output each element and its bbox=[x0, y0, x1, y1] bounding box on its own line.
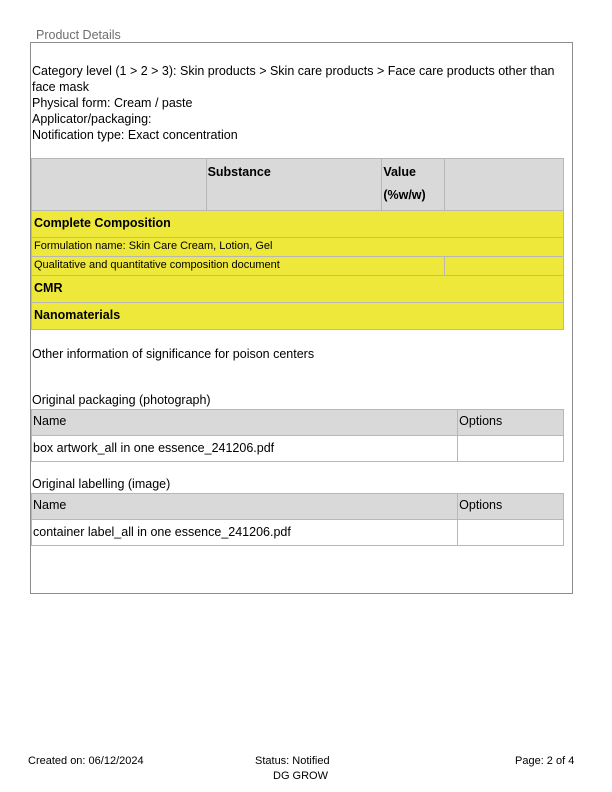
packaging-file-name[interactable]: box artwork_all in one essence_241206.pdf bbox=[32, 436, 458, 462]
category-line: Category level (1 > 2 > 3): Skin products > Skin care products > Face care products other than face mask bbox=[32, 64, 555, 94]
labelling-col-name: Name bbox=[32, 494, 458, 520]
physical-form-line: Physical form: Cream / paste bbox=[32, 96, 193, 110]
footer-organization: DG GROW bbox=[273, 770, 328, 782]
notification-type-line: Notification type: Exact concentration bbox=[32, 128, 238, 142]
complete-composition-row: Complete Composition bbox=[32, 211, 564, 238]
header-blank-2 bbox=[445, 159, 564, 211]
packaging-col-name: Name bbox=[32, 410, 458, 436]
footer-status: Status: Notified bbox=[255, 755, 330, 767]
packaging-caption: Original packaging (photograph) bbox=[32, 393, 211, 407]
other-information: Other information of significance for poison centers bbox=[32, 347, 315, 361]
labelling-file-name[interactable]: container label_all in one essence_241206.pdf bbox=[32, 520, 458, 546]
qq-document-empty bbox=[445, 257, 564, 276]
product-info bbox=[32, 63, 567, 143]
table-row bbox=[32, 520, 564, 546]
nanomaterials-row: Nanomaterials bbox=[32, 303, 564, 330]
packaging-file-options bbox=[458, 436, 564, 462]
footer-created-on: Created on: 06/12/2024 bbox=[28, 755, 144, 767]
header-blank bbox=[32, 159, 207, 211]
formulation-name-row: Formulation name: Skin Care Cream, Lotion, Gel bbox=[32, 238, 564, 257]
cmr-row: CMR bbox=[32, 276, 564, 303]
footer-page-number: Page: 2 of 4 bbox=[515, 755, 575, 767]
header-substance: Substance bbox=[206, 159, 382, 211]
section-title: Product Details bbox=[36, 28, 121, 42]
packaging-col-options: Options bbox=[458, 410, 564, 436]
composition-table bbox=[31, 158, 564, 330]
table-row bbox=[32, 436, 564, 462]
packaging-table bbox=[31, 409, 564, 462]
labelling-col-options: Options bbox=[458, 494, 564, 520]
labelling-file-options bbox=[458, 520, 564, 546]
applicator-line: Applicator/packaging: bbox=[32, 112, 152, 126]
header-value: Value (%w/w) bbox=[382, 159, 445, 211]
qq-document-cell: Qualitative and quantitative composition document bbox=[32, 257, 445, 276]
labelling-caption: Original labelling (image) bbox=[32, 477, 171, 491]
labelling-table bbox=[31, 493, 564, 546]
